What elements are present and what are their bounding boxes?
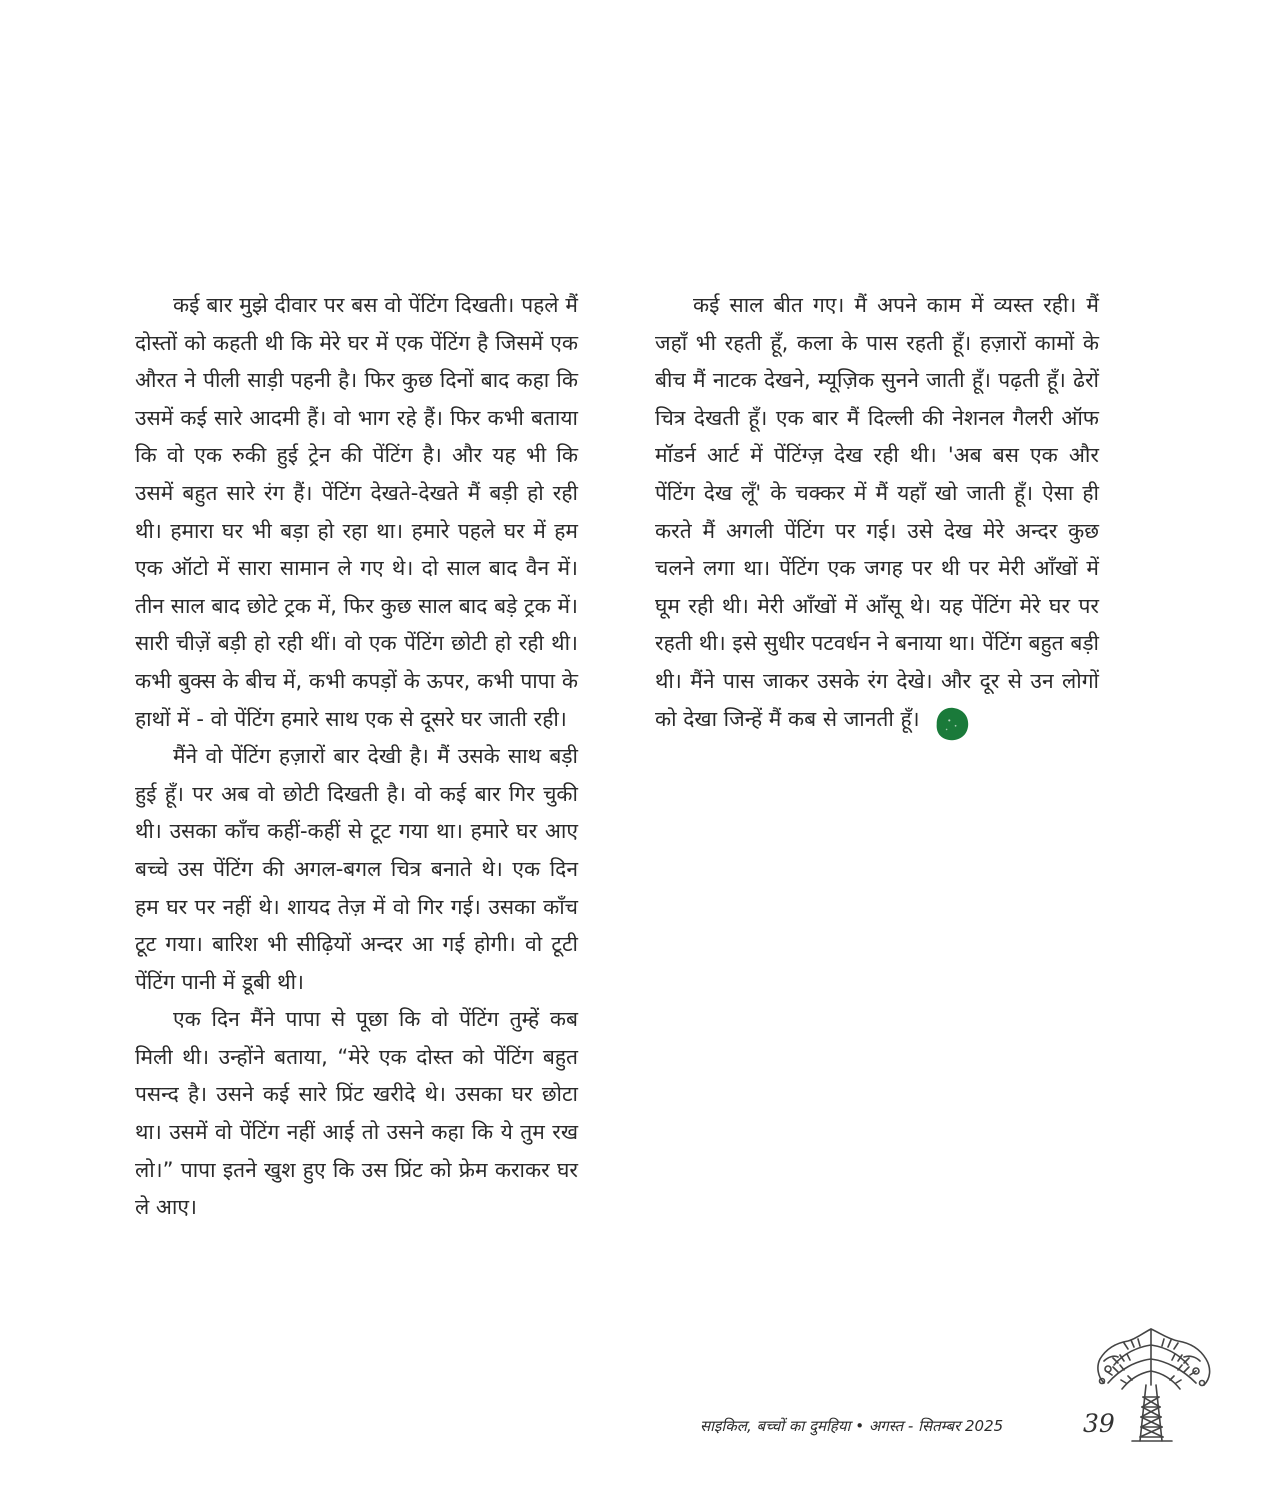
paragraph-final <box>655 287 1099 742</box>
paragraph: कई बार मुझे दीवार पर बस वो पेंटिंग दिखती। पहले मैं दोस्तों को कहती थी कि मेरे घर में एक पेंटिंग है जिसमें एक औरत ने पीली साड़ी पहनी है। फिर कुछ दिनों बाद कहा कि उसमें कई सारे आदमी हैं। वो भाग रहे हैं। फिर कभी बताया कि वो एक रुकी हुई ट्रेन की पेंटिंग है। और यह भी कि उसमें बहुत सारे रंग हैं। पेंटिंग देखते-देखते मैं बड़ी हो रही थी। हमारा घर भी बड़ा हो रहा था। हमारे पहले घर में हम एक ऑटो में सारा सामान ले गए थे। दो साल बाद वैन में। तीन साल बाद छोटे ट्रक में, फिर कुछ साल बाद बड़े ट्रक में। सारी चीज़ें बड़ी हो रही थीं। वो एक पेंटिंग छोटी हो रही थी। कभी बुक्स के बीच में, कभी कपड़ों के ऊपर, कभी पापा के हाथों में - वो पेंटिंग हमारे साथ एक से दूसरे घर जाती रही। <box>135 293 578 731</box>
page-number: 39 <box>1083 1409 1115 1438</box>
paragraph: एक दिन मैंने पापा से पूछा कि वो पेंटिंग तुम्हें कब मिली थी। उन्होंने बताया, “मेरे एक दोस्त को पेंटिंग बहुत पसन्द है। उसने कई सारे प्रिंट खरीदे थे। उसका घर छोटा था। उसमें वो पेंटिंग नहीं आई तो उसने कहा कि ये तुम रख लो।” पापा इतने खुश हुए कि उस प्रिंट को फ्रेम कराकर घर ले आए। <box>135 1007 578 1220</box>
right-column <box>655 287 1099 742</box>
story-end-icon <box>934 706 970 742</box>
paragraph: मैंने वो पेंटिंग हज़ारों बार देखी है। मैं उसके साथ बड़ी हुई हूँ। पर अब वो छोटी दिखती है। वो कई बार गिर चुकी थी। उसका काँच कहीं-कहीं से टूट गया था। हमारे घर आए बच्चे उस पेंटिंग की अगल-बगल चित्र बनाते थे। एक दिन हम घर पर नहीं थे। शायद तेज़ में वो गिर गई। उसका काँच टूट गया। बारिश भी सीढ़ियों अन्दर आ गई होगी। वो टूटी पेंटिंग पानी में डूबी थी। <box>135 744 578 994</box>
left-column <box>135 287 578 1227</box>
publication-footer: साइकिल, बच्चों का दुमहिया • अगस्त - सितम्बर 2025 <box>700 1417 1004 1435</box>
tree-illustration-icon <box>1088 1325 1218 1443</box>
paragraph-text: कई साल बीत गए। मैं अपने काम में व्यस्त रही। मैं जहाँ भी रहती हूँ, कला के पास रहती हूँ। हज़ारों कामों के बीच मैं नाटक देखने, म्यूज़िक सुनने जाती हूँ। पढ़ती हूँ। ढेरों चित्र देखती हूँ। एक बार मैं दिल्ली की नेशनल गैलरी ऑफ मॉडर्न आर्ट में पेंटिंग्ज़ देख रही थी। 'अब बस एक और पेंटिंग देख लूँ' के चक्कर में मैं यहाँ खो जाती हूँ। ऐसा ही करते मैं अगली पेंटिंग पर गई। उसे देख मेरे अन्दर कुछ चलने लगा था। पेंटिंग एक जगह पर थी पर मेरी आँखों में घूम रही थी। मेरी आँखों में आँसू थे। यह पेंटिंग मेरे घर पर रहती थी। इसे सुधीर पटवर्धन ने बनाया था। पेंटिंग बहुत बड़ी थी। मैंने पास जाकर उसके रंग देखे। और दूर से उन लोगों को देखा जिन्हें मैं कब से जानती हूँ। <box>655 293 1099 731</box>
